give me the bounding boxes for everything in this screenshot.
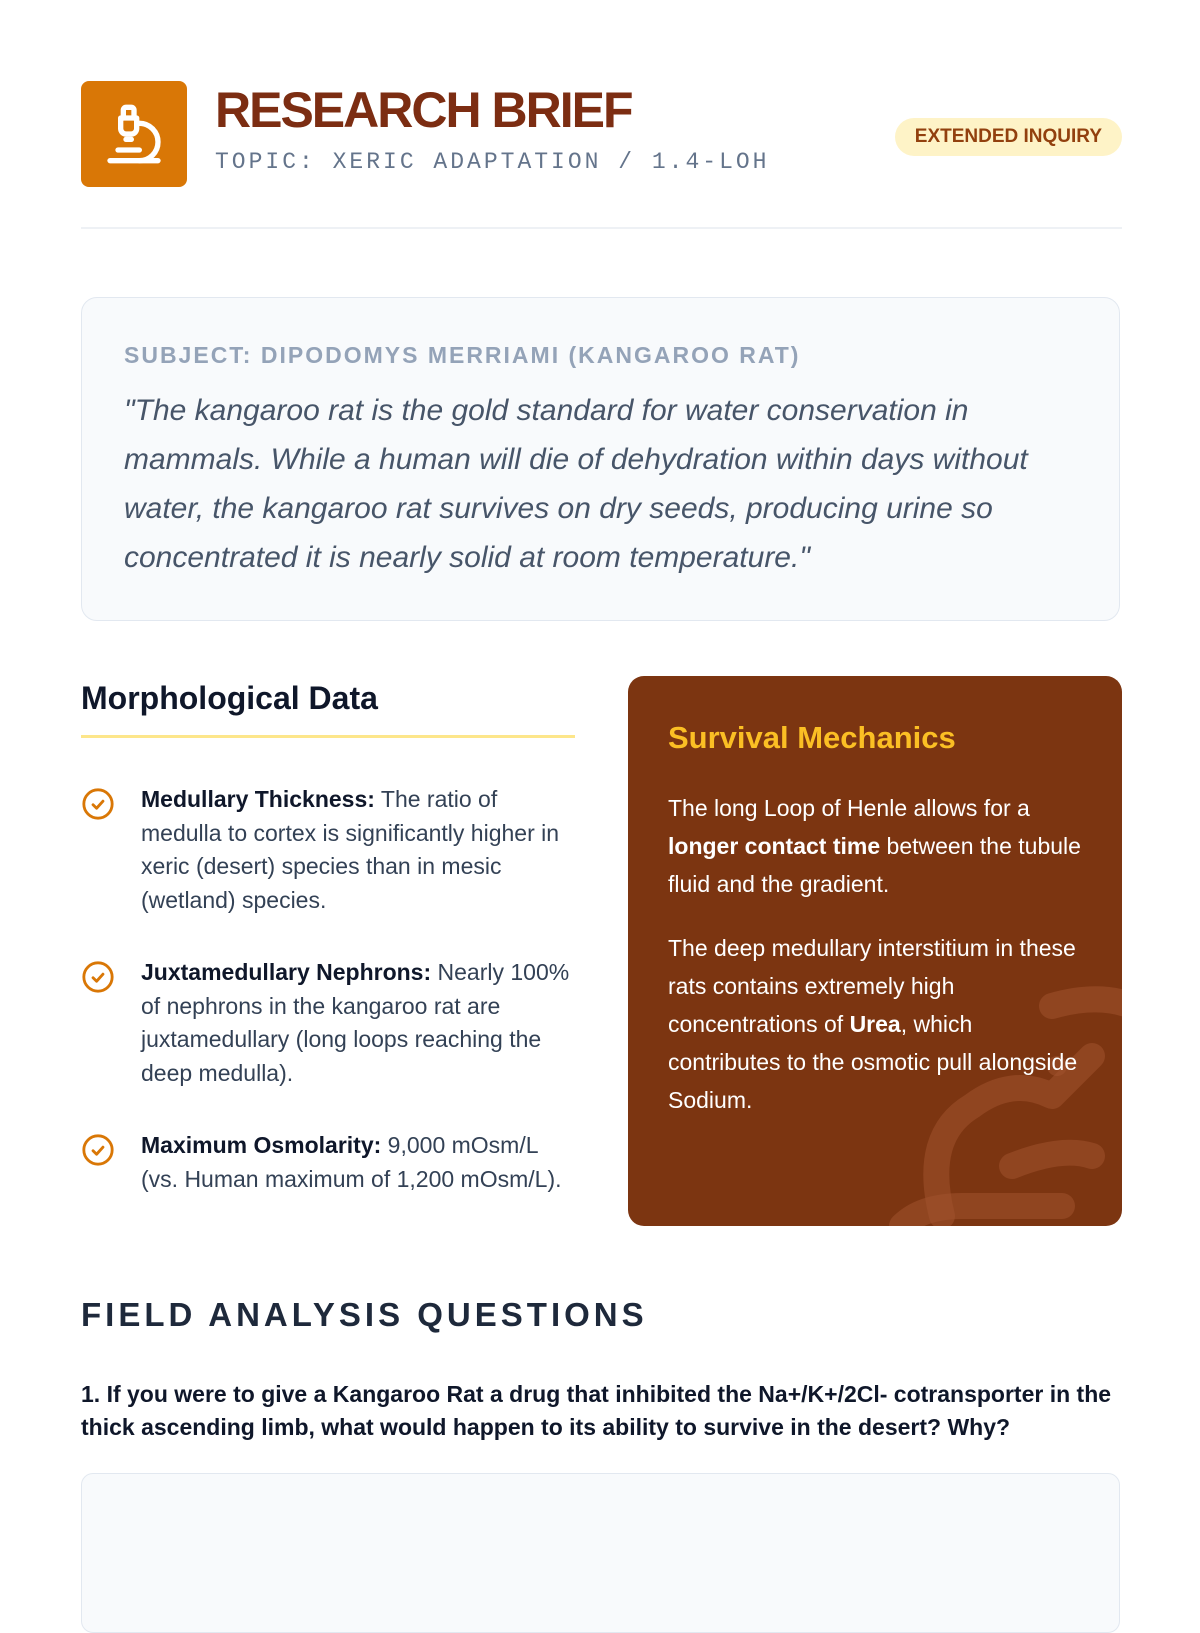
- subject-quote: "The kangaroo rat is the gold standard for water conservation in mammals. While a human will die of dehydration within days without water, the kangaroo rat survives on dry seeds, producing urine so concentrated it is nearly solid at room temperature.": [124, 394, 1028, 574]
- list-item-text: [141, 956, 581, 1090]
- page-title: RESEARCH BRIEF: [215, 82, 632, 138]
- morphological-divider: [81, 735, 575, 738]
- list-item-term: Medullary Thickness:: [141, 786, 375, 812]
- list-item-description: The ratio of medulla to cortex is significantly higher in xeric (desert) species than in mesic (wetland) species.: [141, 786, 560, 913]
- survival-mechanics-card: [628, 676, 1122, 1226]
- header: [81, 81, 1122, 187]
- survival-paragraph: [668, 789, 1088, 903]
- inquiry-badge: EXTENDED INQUIRY: [895, 118, 1122, 156]
- survival-mechanics-title: Survival Mechanics: [668, 720, 956, 755]
- subject-label: SUBJECT: DIPODOMYS MERRIAMI (KANGAROO RAT): [124, 342, 801, 368]
- topic-code: TOPIC: XERIC ADAPTATION / 1.4-LOH: [215, 149, 770, 175]
- list-item-term: Maximum Osmolarity:: [141, 1132, 382, 1158]
- check-circle-icon: [81, 787, 115, 821]
- header-divider: [81, 227, 1122, 229]
- list-item-text: [141, 783, 581, 917]
- survival-emphasis: Urea: [849, 1011, 901, 1037]
- answer-box[interactable]: [81, 1473, 1120, 1633]
- survival-text: , which contributes to the osmotic pull alongside Sodium.: [668, 1011, 1078, 1113]
- survival-text: The deep medullary interstitium in these rats contains extremely high concentrations of: [668, 935, 1076, 1037]
- check-circle-icon: [81, 960, 115, 994]
- microscope-icon: [81, 81, 187, 187]
- survival-emphasis: longer contact time: [668, 833, 881, 859]
- subject-card: [81, 297, 1120, 621]
- check-circle-icon: [81, 1133, 115, 1167]
- list-item-description: Nearly 100% of nephrons in the kangaroo rat are juxtamedullary (long loops reaching the deep medulla).: [141, 959, 570, 1086]
- survival-paragraph: [668, 929, 1088, 1119]
- survival-text: between the tubule fluid and the gradient.: [668, 833, 1081, 897]
- morphological-data-heading: Morphological Data: [81, 680, 378, 716]
- survival-text: The long Loop of Henle allows for a: [668, 795, 1030, 821]
- questions-heading: FIELD ANALYSIS QUESTIONS: [81, 1296, 648, 1333]
- question-1: 1. If you were to give a Kangaroo Rat a drug that inhibited the Na+/K+/2Cl- cotransporter in the thick ascending limb, what would happen to its ability to survive in the desert? Why?: [81, 1381, 1112, 1440]
- list-item-term: Juxtamedullary Nephrons:: [141, 959, 432, 985]
- list-item-description: 9,000 mOsm/L (vs. Human maximum of 1,200 mOsm/L).: [141, 1132, 562, 1192]
- list-item-text: [141, 1129, 581, 1196]
